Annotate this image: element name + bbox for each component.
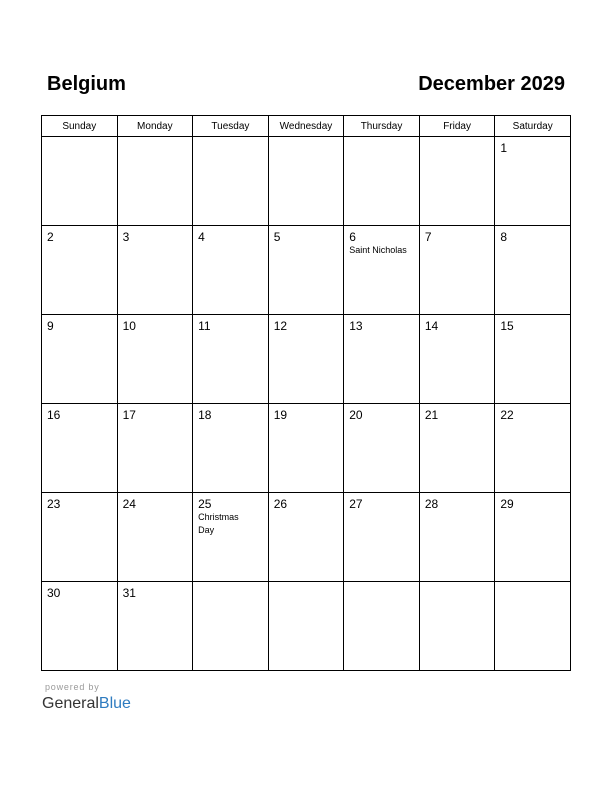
country-title: Belgium: [47, 73, 126, 95]
day-number: 24: [122, 497, 136, 511]
day-number: [495, 582, 570, 586]
day-cell: [193, 582, 269, 671]
day-cell: [193, 137, 269, 226]
day-number: 10: [122, 319, 136, 333]
day-number: 22: [500, 408, 514, 422]
day-cell: [419, 226, 495, 315]
week-row: [42, 226, 571, 315]
day-number: 4: [198, 230, 205, 244]
weekday-header-saturday: Saturday: [495, 116, 571, 137]
day-cell: [268, 404, 344, 493]
day-number: 15: [500, 319, 514, 333]
day-number: [193, 582, 268, 586]
day-cell: [268, 137, 344, 226]
day-number: 2: [47, 230, 54, 244]
day-cell: [193, 493, 269, 582]
day-cell: [268, 493, 344, 582]
day-cell: [42, 404, 118, 493]
weekday-header-row: [42, 116, 571, 137]
day-cell: [419, 404, 495, 493]
calendar-grid: [41, 115, 571, 671]
day-number: [193, 137, 268, 141]
day-cell: [495, 493, 571, 582]
day-number: 9: [47, 319, 54, 333]
day-number: 8: [500, 230, 508, 244]
day-cell: [495, 137, 571, 226]
day-number: [269, 582, 344, 586]
day-cell: [268, 226, 344, 315]
day-number: 25: [198, 497, 212, 511]
week-row: [42, 315, 571, 404]
weekday-header-wednesday: Wednesday: [268, 116, 344, 137]
day-number: 18: [198, 408, 212, 422]
day-cell: [42, 493, 118, 582]
day-cell: [344, 493, 420, 582]
day-cell: [117, 404, 193, 493]
day-number: 3: [122, 230, 130, 244]
holiday-label: Saint Nicholas: [349, 245, 407, 255]
day-cell: [344, 582, 420, 671]
weekday-header-sunday: Sunday: [42, 116, 118, 137]
day-cell: [495, 582, 571, 671]
day-cell: [42, 315, 118, 404]
day-cell: [117, 315, 193, 404]
week-row: [42, 493, 571, 582]
brand-blue-text: Blue: [98, 695, 131, 712]
day-number: [344, 137, 419, 141]
brand-logo[interactable]: [42, 694, 131, 714]
weekday-header-monday: Monday: [117, 116, 193, 137]
day-cell: [495, 315, 571, 404]
day-number: 28: [424, 497, 439, 511]
month-title: December 2029: [418, 73, 565, 95]
week-row: [42, 137, 571, 226]
day-cell: [117, 582, 193, 671]
day-cell: [42, 137, 118, 226]
day-number: 6: [349, 230, 356, 244]
day-cell: [193, 226, 269, 315]
week-row: [42, 582, 571, 671]
day-cell: [117, 226, 193, 315]
day-number: 7: [424, 230, 432, 244]
day-cell: [344, 137, 420, 226]
day-cell: [117, 137, 193, 226]
day-number: [420, 137, 495, 141]
day-number: [42, 137, 117, 141]
day-cell: [193, 404, 269, 493]
day-cell: [268, 582, 344, 671]
weekday-header-tuesday: Tuesday: [193, 116, 269, 137]
day-number: 19: [273, 408, 288, 422]
day-number: 14: [424, 319, 439, 333]
day-number: 26: [273, 497, 288, 511]
day-cell: [193, 315, 269, 404]
day-cell: [419, 137, 495, 226]
day-cell: [344, 226, 420, 315]
day-number: 31: [122, 586, 136, 600]
brand-general-text: General: [42, 695, 99, 712]
day-cell: [344, 315, 420, 404]
weekday-header-friday: Friday: [419, 116, 495, 137]
day-cell: [495, 404, 571, 493]
powered-by-label: powered by: [45, 682, 100, 692]
day-number: 12: [273, 319, 288, 333]
day-number: 23: [47, 497, 61, 511]
weekday-header-thursday: Thursday: [344, 116, 420, 137]
day-cell: [495, 226, 571, 315]
day-number: 27: [349, 497, 363, 511]
holiday-label: Christmas Day: [198, 512, 239, 535]
day-number: 21: [424, 408, 439, 422]
day-cell: [419, 582, 495, 671]
day-number: [420, 582, 495, 586]
day-number: 30: [47, 586, 61, 600]
day-number: [344, 582, 419, 586]
day-cell: [42, 226, 118, 315]
day-number: 5: [273, 230, 281, 244]
day-number: 11: [198, 319, 211, 333]
day-number: [269, 137, 344, 141]
day-cell: [117, 493, 193, 582]
day-number: 1: [500, 141, 508, 155]
day-number: 29: [500, 497, 514, 511]
day-cell: [344, 404, 420, 493]
day-cell: [419, 315, 495, 404]
day-number: 16: [47, 408, 61, 422]
day-number: 20: [349, 408, 363, 422]
week-row: [42, 404, 571, 493]
day-number: [118, 137, 193, 141]
day-number: 13: [349, 319, 363, 333]
day-cell: [42, 582, 118, 671]
day-cell: [419, 493, 495, 582]
day-number: 17: [122, 408, 136, 422]
day-cell: [268, 315, 344, 404]
